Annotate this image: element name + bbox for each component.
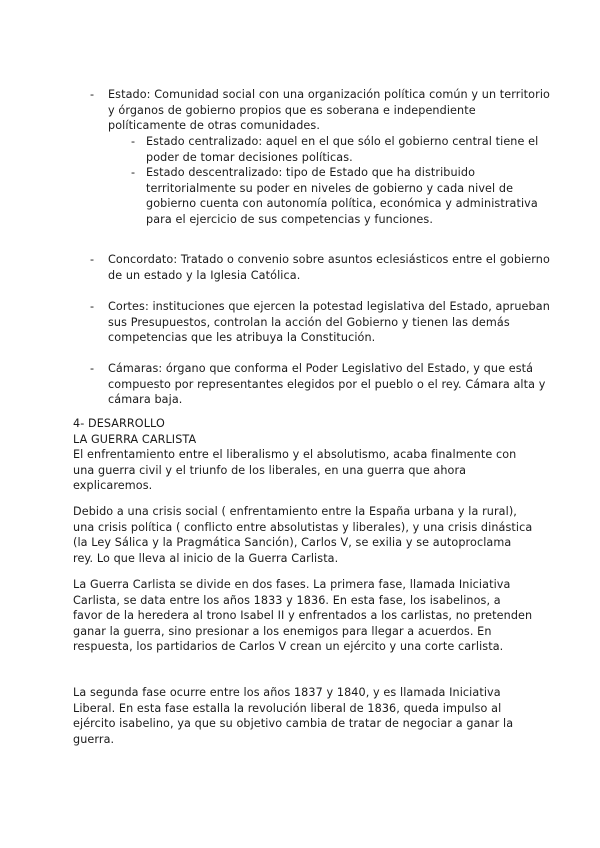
definition-text: Cámaras: órgano que conforma el Poder Legislativo del Estado, y que está compuesto por representantes elegidos por el pueblo o el rey. Cámara alta y cámara baja. xyxy=(108,362,546,407)
section-heading: 4- DESARROLLO xyxy=(73,417,165,430)
definition-estado xyxy=(90,87,553,134)
paragraph-intro: El enfrentamiento entre el liberalismo y el absolutismo, acaba finalmente con una guerra civil y el triunfo de los liberales, en una guerra que ahora explicaremos. xyxy=(73,448,517,493)
bullet-dash: - xyxy=(90,300,95,313)
sub-definition-text: Estado centralizado: aquel en el que sólo el gobierno central tiene el poder de tomar decisiones políticas. xyxy=(146,135,539,164)
definition-cortes xyxy=(90,299,553,346)
sub-definition-centralizado xyxy=(131,134,541,165)
definition-camaras xyxy=(90,361,553,408)
bullet-dash: - xyxy=(131,135,136,148)
definition-text: Concordato: Tratado o convenio sobre asuntos eclesiásticos entre el gobierno de un estado y la Iglesia Católica. xyxy=(108,253,550,282)
sub-definition-descentralizado xyxy=(131,165,541,227)
bullet-dash: - xyxy=(90,88,95,101)
sub-definition-text: Estado descentralizado: tipo de Estado que ha distribuido territorialmente su poder en niveles de gobierno y cada nivel de gobierno cuenta con autonomía política, económica y administrativa para el ejercicio de sus competencias y funciones. xyxy=(146,166,538,226)
paragraph-primera-fase: La Guerra Carlista se divide en dos fases. La primera fase, llamada Iniciativa Carlista, se data entre los años 1833 y 1836. En esta fase, los isabelinos, a favor de la heredera al trono Isabel II y enfrentados a los carlistas, no pretenden ganar la guerra, sino presionar a los enemigos para llegar a acuerdos. En respuesta, los partidarios de Carlos V crean un ejército y una corte carlista. xyxy=(73,578,533,654)
section-subheading: LA GUERRA CARLISTA xyxy=(73,433,197,446)
definition-text: Estado: Comunidad social con una organización política común y un territorio y órganos de gobierno propios que es soberana e independiente políticamente de otras comunidades. xyxy=(108,88,550,133)
bullet-dash: - xyxy=(131,166,136,179)
definition-concordato xyxy=(90,252,553,283)
paragraph-causas: Debido a una crisis social ( enfrentamiento entre la España urbana y la rural), una crisis política ( conflicto entre absolutistas y liberales), y una crisis dinástica (la Ley Sálica y la Pragmática Sanción), Carlos V, se exilia y se autoproclama rey. Lo que lleva al inicio de la Guerra Carlista. xyxy=(73,505,533,565)
bullet-dash: - xyxy=(90,362,95,375)
paragraph-segunda-fase: La segunda fase ocurre entre los años 1837 y 1840, y es llamada Iniciativa Liberal. En esta fase estalla la revolución liberal de 1836, queda impulso al ejército isabelino, ya que su objetivo cambia de tratar de negociar a ganar la guerra. xyxy=(73,686,514,746)
definition-text: Cortes: instituciones que ejercen la potestad legislativa del Estado, aprueban sus Presupuestos, controlan la acción del Gobierno y tienen las demás competencias que les atribuya la Constitución. xyxy=(108,300,550,345)
bullet-dash: - xyxy=(90,253,95,266)
